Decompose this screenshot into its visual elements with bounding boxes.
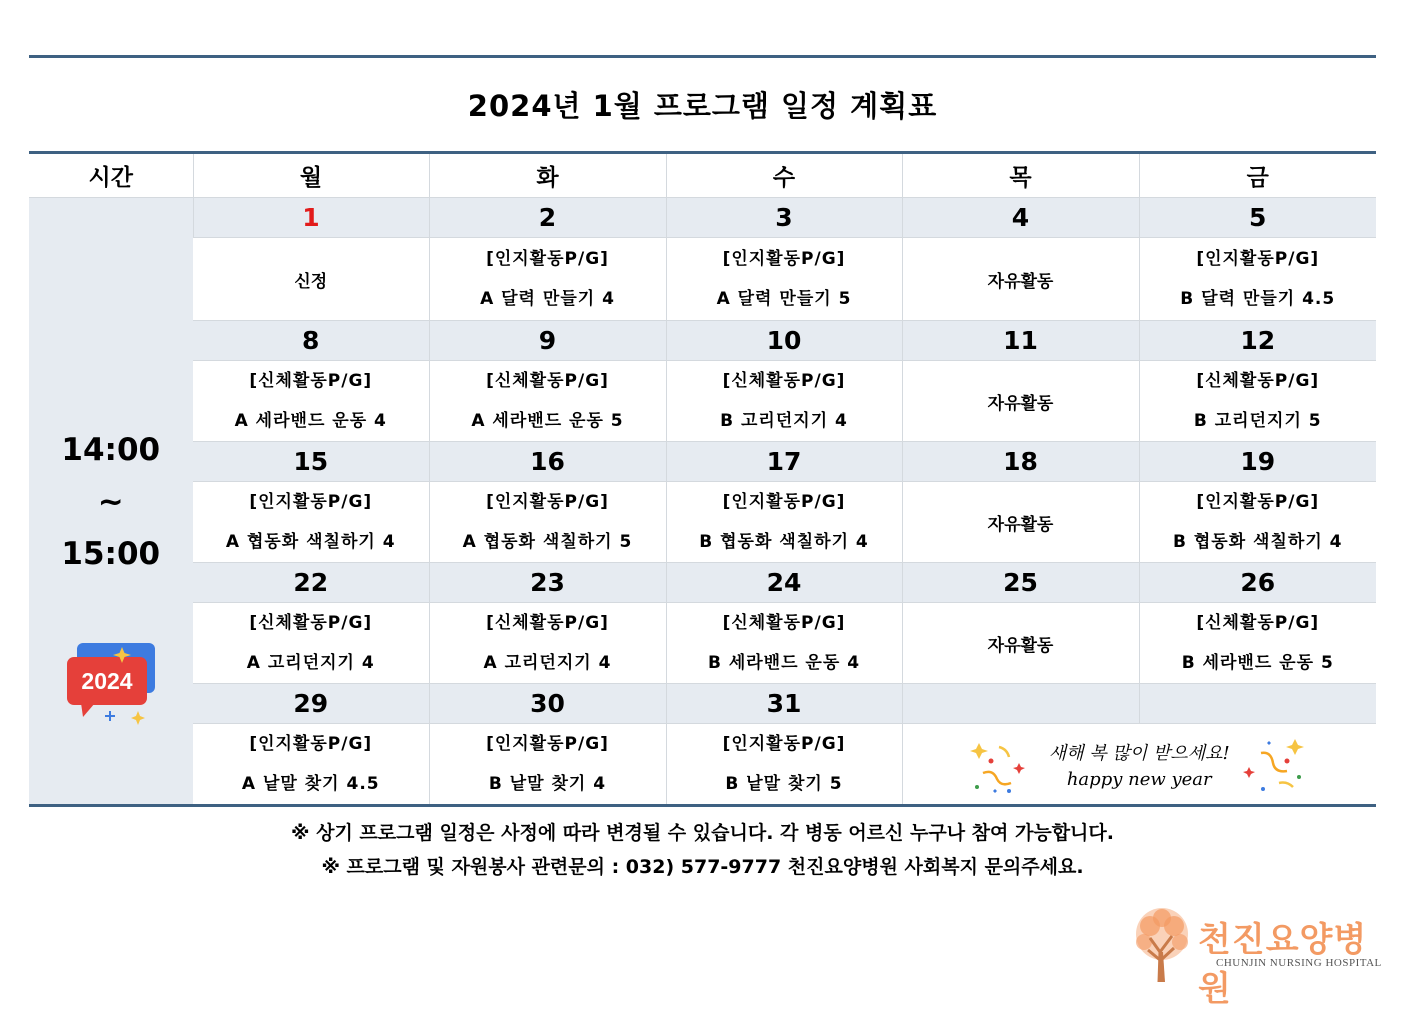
date-row bbox=[29, 321, 1376, 361]
activity-cell bbox=[902, 603, 1139, 684]
note-line: ※ 상기 프로그램 일정은 사정에 따라 변경될 수 있습니다. 각 병동 어르신 누구나 참여 가능합니다. bbox=[291, 822, 1114, 844]
note-line: ※ 프로그램 및 자원봉사 관련문의 : 032) 577-9777 천진요양병원 사회복지 문의주세요. bbox=[321, 856, 1084, 878]
confetti-right-icon bbox=[1239, 733, 1309, 797]
activity-cell bbox=[1139, 361, 1376, 442]
activity-category: [신체활동P/G] bbox=[486, 371, 609, 391]
date-row bbox=[29, 442, 1376, 482]
activity-detail: A 낱말 찾기 4.5 bbox=[241, 774, 380, 794]
header-mon: 월 bbox=[193, 153, 429, 198]
activity-label: 자유활동 bbox=[987, 271, 1054, 292]
activity-row bbox=[29, 238, 1376, 321]
schedule-table bbox=[29, 151, 1376, 807]
date-cell: 22 bbox=[193, 563, 429, 603]
date-row bbox=[29, 563, 1376, 603]
date-cell bbox=[902, 684, 1139, 724]
activity-category: [인지활동P/G] bbox=[1196, 249, 1320, 269]
activity-category: [인지활동P/G] bbox=[1196, 492, 1320, 512]
tree-logo-icon bbox=[1126, 904, 1198, 984]
time-sep: ~ bbox=[97, 484, 124, 520]
header-wed: 수 bbox=[666, 153, 902, 198]
date-cell: 8 bbox=[193, 321, 429, 361]
activity-cell bbox=[666, 603, 902, 684]
top-rule bbox=[29, 55, 1376, 58]
activity-detail: B 세라밴드 운동 4 bbox=[707, 653, 861, 673]
activity-category: [인지활동P/G] bbox=[722, 249, 846, 269]
activity-cell bbox=[193, 238, 429, 321]
header-row bbox=[29, 153, 1376, 198]
activity-detail: B 세라밴드 운동 5 bbox=[1181, 653, 1334, 673]
activity-detail: A 고리던지기 4 bbox=[483, 653, 612, 673]
activity-cell bbox=[429, 724, 666, 806]
activity-category: [인지활동P/G] bbox=[249, 492, 373, 512]
activity-detail: B 협동화 색칠하기 4 bbox=[1173, 532, 1343, 552]
notes bbox=[29, 816, 1376, 884]
date-cell: 16 bbox=[429, 442, 666, 482]
date-cell: 4 bbox=[902, 198, 1139, 238]
date-cell: 29 bbox=[193, 684, 429, 724]
activity-detail: A 협동화 색칠하기 4 bbox=[225, 532, 396, 552]
date-cell: 1 bbox=[193, 198, 429, 238]
activity-row bbox=[29, 603, 1376, 684]
logo-name: 천진요양병원 bbox=[1198, 920, 1368, 1009]
activity-cell bbox=[193, 724, 429, 806]
activity-cell bbox=[193, 603, 429, 684]
activity-label: 자유활동 bbox=[987, 635, 1054, 656]
date-cell: 23 bbox=[429, 563, 666, 603]
activity-cell bbox=[666, 482, 902, 563]
calendar-2024-icon bbox=[65, 641, 157, 727]
activity-category: [신체활동P/G] bbox=[1196, 371, 1320, 391]
activity-detail: A 고리던지기 4 bbox=[246, 653, 375, 673]
activity-category: [인지활동P/G] bbox=[486, 249, 609, 269]
date-cell: 18 bbox=[902, 442, 1139, 482]
activity-category: [신체활동P/G] bbox=[722, 371, 846, 391]
activity-category: [인지활동P/G] bbox=[486, 492, 609, 512]
activity-detail: A 달력 만들기 5 bbox=[716, 289, 852, 309]
activity-detail: A 협동화 색칠하기 5 bbox=[462, 532, 633, 552]
date-cell: 17 bbox=[666, 442, 902, 482]
activity-category: [신체활동P/G] bbox=[249, 371, 373, 391]
activity-detail: B 고리던지기 5 bbox=[1193, 411, 1322, 431]
activity-cell bbox=[429, 482, 666, 563]
badge-text: 2024 bbox=[81, 668, 133, 694]
activity-cell bbox=[666, 361, 902, 442]
activity-category: [신체활동P/G] bbox=[1196, 613, 1320, 633]
activity-cell bbox=[902, 361, 1139, 442]
activity-detail: B 달력 만들기 4.5 bbox=[1180, 289, 1336, 309]
activity-cell bbox=[902, 238, 1139, 321]
activity-category: [인지활동P/G] bbox=[722, 734, 846, 754]
newyear-greeting bbox=[902, 724, 1376, 806]
date-cell: 12 bbox=[1139, 321, 1376, 361]
activity-cell bbox=[193, 482, 429, 563]
date-row bbox=[29, 198, 1376, 238]
activity-detail: B 협동화 색칠하기 4 bbox=[699, 532, 869, 552]
activity-row bbox=[29, 361, 1376, 442]
activity-cell bbox=[666, 724, 902, 806]
time-start: 14:00 bbox=[61, 432, 161, 468]
date-cell: 3 bbox=[666, 198, 902, 238]
activity-category: [신체활동P/G] bbox=[249, 613, 373, 633]
activity-label: 자유활동 bbox=[987, 393, 1054, 414]
activity-cell bbox=[193, 361, 429, 442]
activity-row bbox=[29, 482, 1376, 563]
date-cell: 31 bbox=[666, 684, 902, 724]
date-cell: 10 bbox=[666, 321, 902, 361]
date-row bbox=[29, 684, 1376, 724]
activity-detail: A 달력 만들기 4 bbox=[480, 289, 615, 309]
activity-cell bbox=[902, 482, 1139, 563]
activity-category: [신체활동P/G] bbox=[722, 613, 846, 633]
activity-category: [인지활동P/G] bbox=[249, 734, 373, 754]
activity-label: 신정 bbox=[294, 271, 328, 292]
date-cell: 9 bbox=[429, 321, 666, 361]
activity-category: [인지활동P/G] bbox=[486, 734, 609, 754]
activity-detail: B 낱말 찾기 4 bbox=[488, 774, 607, 794]
date-cell: 30 bbox=[429, 684, 666, 724]
date-cell bbox=[1139, 684, 1376, 724]
newyear-korean: 새해 복 많이 받으세요! bbox=[1048, 743, 1230, 764]
activity-cell bbox=[1139, 603, 1376, 684]
activity-category: [신체활동P/G] bbox=[486, 613, 609, 633]
activity-cell bbox=[1139, 482, 1376, 563]
newyear-english: happy new year bbox=[1066, 769, 1212, 790]
date-cell: 26 bbox=[1139, 563, 1376, 603]
activity-cell bbox=[666, 238, 902, 321]
activity-category: [인지활동P/G] bbox=[722, 492, 846, 512]
activity-detail: A 세라밴드 운동 5 bbox=[471, 411, 624, 431]
activity-detail: B 고리던지기 4 bbox=[720, 411, 848, 431]
activity-label: 자유활동 bbox=[987, 514, 1054, 535]
activity-row bbox=[29, 724, 1376, 806]
activity-detail: A 세라밴드 운동 4 bbox=[234, 411, 387, 431]
header-tue: 화 bbox=[429, 153, 666, 198]
date-cell: 11 bbox=[902, 321, 1139, 361]
activity-cell bbox=[429, 603, 666, 684]
date-cell: 5 bbox=[1139, 198, 1376, 238]
date-cell: 24 bbox=[666, 563, 902, 603]
logo-subtitle: CHUNJIN NURSING HOSPITAL bbox=[1216, 957, 1382, 969]
hospital-logo bbox=[1126, 904, 1396, 1009]
date-cell: 25 bbox=[902, 563, 1139, 603]
page-title: 2024년 1월 프로그램 일정 계획표 bbox=[467, 89, 938, 123]
newyear-box bbox=[903, 725, 1377, 803]
time-range bbox=[29, 424, 193, 580]
header-thu: 목 bbox=[902, 153, 1139, 198]
header-fri: 금 bbox=[1139, 153, 1376, 198]
activity-detail: B 낱말 찾기 5 bbox=[725, 774, 843, 794]
date-cell: 2 bbox=[429, 198, 666, 238]
date-cell: 15 bbox=[193, 442, 429, 482]
activity-cell bbox=[429, 238, 666, 321]
activity-cell bbox=[429, 361, 666, 442]
header-time: 시간 bbox=[29, 153, 193, 198]
time-column bbox=[29, 198, 193, 806]
date-cell: 19 bbox=[1139, 442, 1376, 482]
activity-cell bbox=[1139, 238, 1376, 321]
time-end: 15:00 bbox=[61, 536, 161, 572]
